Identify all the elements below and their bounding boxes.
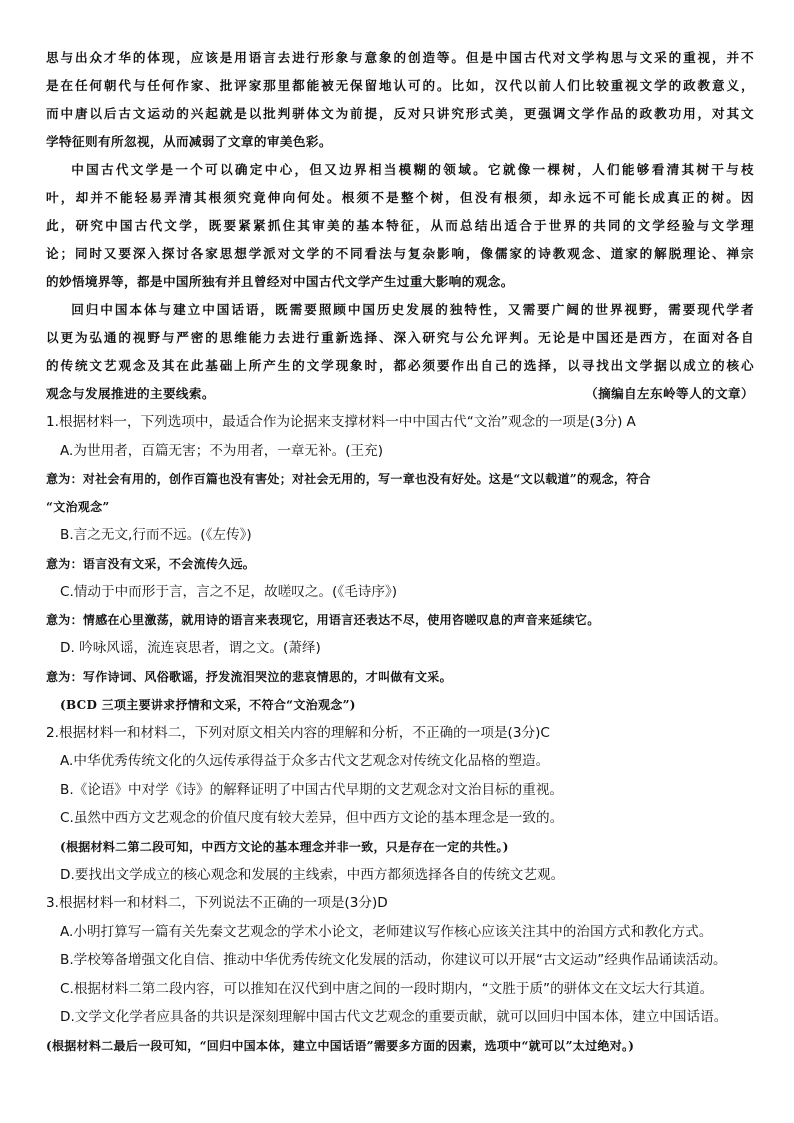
q3-stem: 3.根据材料一和材料二，下列说法不正确的一项是(3分)D	[46, 895, 388, 911]
passage-p3-line-2: 以更为弘通的视野与严密的思维能力去进行重新选择、深入研究与公允评判。无论是中国还是西方，在面对各自	[46, 330, 754, 345]
q2-stem: 2.根据材料一和材料二，下列对原文相关内容的理解和分析，不正确的一项是(3分)C	[46, 724, 550, 741]
passage-p2-line-1: 中国古代文学是一个可以确定中心，但又边界相当模糊的领域。它就像一棵树，人们能够看清其树干与枝	[71, 162, 754, 177]
q2-option-d: D.要找出文学成立的核心观念和发展的主线索，中西方都须选择各自的传统文艺观。	[60, 866, 565, 883]
passage-p2-line-4: 论；同时又要深入探讨各家思想学派对文学的不同看法与复杂影响，像儒家的诗教观念、道家的解脱理论、禅宗	[46, 246, 754, 261]
passage-p3-last: 观念与发展推进的主要线索。	[46, 386, 215, 401]
passage-source: （摘编自左东岭等人的文章）	[585, 386, 754, 401]
passage-p3-line-1: 回归中国本体与建立中国话语，既需要照顾中国历史发展的独特性，又需要广阔的世界视野，需要现代学者	[71, 302, 754, 317]
q1-option-c: C.情动于中而形于言，言之不足，故嗟叹之。(《毛诗序》)	[60, 583, 398, 600]
passage-p2-line-5: 的妙悟境界等，都是中国所独有并且曾经对中国古代文学产生过重大影响的观念。	[46, 274, 514, 289]
q2-note-c: (根据材料二第二段可知，中西方文论的基本理念并非一致，只是存在一定的共性。)	[60, 839, 509, 854]
q2-option-b: B.《论语》中对学《诗》的解释证明了中国古代早期的文艺观念对文治目标的重视。	[60, 781, 564, 798]
passage-p1-line-3: 而中唐以后古文运动的兴起就是以批判骈体文为前提，反对只讲究形式美，更强调文学作品的政教功用，对其文	[46, 106, 754, 121]
q1-note-b: 意为：语言没有文采，不会流传久远。	[46, 556, 256, 571]
q1-option-b: B.言之无文,行而不远。(《左传》)	[60, 527, 252, 543]
q3-option-a: A.小明打算写一篇有关先秦文艺观念的学术小论文，老师建议写作核心应该关注其中的治国方式和教化方式。	[60, 923, 713, 940]
q2-answer: C	[540, 724, 550, 741]
passage-p2-line-2: 叶，却并不能轻易弄清其根须究竟伸向何处。根须不是整个树，但没有根须，却永远不可能长成真正的树。因	[46, 190, 754, 205]
passage-p1-line-1: 思与出众才华的体现，应该是用语言去进行形象与意象的创造等。但是中国古代对文学构思与文采的重视，并不	[46, 50, 754, 65]
q3-option-d: D.文学文化学者应具备的共识是深刻理解中国古代文艺观念的重要贡献，就可以回归中国本体，建立中国话语。	[60, 1009, 728, 1025]
passage-p1-line-2: 是在任何朝代与任何作家、批评家那里都能被无保留地认可的。比如，汉代以前人们比较重视文学的政教意义，	[46, 78, 754, 93]
passage-p3-line-4	[46, 380, 754, 408]
q1-option-d: D. 吟咏风谣，流连哀思者，谓之文。(萧绎)	[60, 640, 321, 656]
question-2	[46, 719, 754, 890]
passage-p3-line-3: 的传统文艺观念及其在此基础上所产生的文学现象时，都必须要作出自己的选择，以寻找出文学据以成立的核心	[46, 358, 754, 373]
passage-p2-line-3: 此，研究中国古代文学，既要紧紧抓住其审美的基本特征，从而总结出适合于世界的共同的文学经验与文学理	[46, 218, 754, 233]
q1-note-a-2: “文治观念”	[46, 500, 110, 514]
q2-option-c: C.虽然中西方文艺观念的价值尺度有较大差异，但中西方文论的基本理念是一致的。	[60, 810, 564, 826]
question-1	[46, 408, 754, 719]
q1-answer: A	[626, 414, 636, 430]
question-3	[46, 889, 754, 1060]
passage-p1-line-4: 学特征则有所忽视，从而减弱了文章的审美色彩。	[46, 134, 332, 149]
q3-answer: D	[377, 895, 388, 911]
q1-note-a-1: 意为：对社会有用的，创作百篇也没有害处；对社会无用的，写一章也没有好处。这是“文以载道”的观念，符合	[46, 472, 651, 486]
q3-option-c: C.根据材料二第二段内容，可以推知在汉代到中唐之间的一段时期内，“文胜于质”的骈体文在文坛大行其道。	[60, 980, 714, 997]
q3-option-b: B.学校筹备增强文化自信、推动中华优秀传统文化发展的活动，你建议可以开展“古文运动”经典作品诵读活动。	[60, 952, 727, 968]
q1-note-c: 意为：情感在心里激荡，就用诗的语言来表现它，用语言还表达不尽，使用咨嗟叹息的声音来延续它。	[46, 613, 600, 627]
passage	[46, 44, 754, 408]
q2-option-a: A.中华优秀传统文化的久远传承得益于众多古代文艺观念对传统文化品格的塑造。	[60, 753, 550, 769]
q1-option-a: A.为世用者，百篇无害；不为用者，一章无补。(王充)	[60, 442, 384, 459]
q1-note-d: 意为：写作诗词、风俗歌谣，抒发流泪哭泣的悲哀情思的，才叫做有文采。	[46, 669, 452, 684]
q1-note-bcd: (BCD 三项主要讲求抒情和文采，不符合“文治观念”)	[60, 697, 356, 712]
q1-stem: 1.根据材料一，下列选项中，最适合作为论据来支撑材料一中中国古代“文治”观念的一项是(3分) A	[46, 414, 636, 430]
q3-note-d: (根据材料二最后一段可知，“回归中国本体，建立中国话语”需要多方面的因素，选项中“就可以”太过绝对。)	[46, 1038, 635, 1053]
